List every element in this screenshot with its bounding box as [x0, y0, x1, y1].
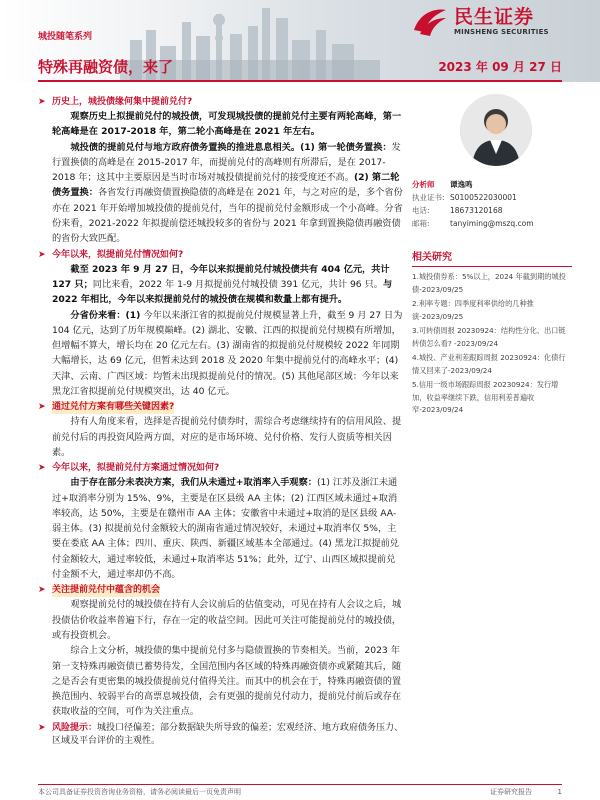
logo-english-name: MINSHENG SECURITIES [454, 28, 549, 36]
report-summary [38, 94, 404, 748]
section-heading: ➤ 今年以来，拟提前兑付情况如何? [38, 249, 184, 260]
analyst-role-label: 分析师 [412, 180, 435, 189]
footer-disclaimer: 本公司具备证券投资咨询业务资格，请务必阅读最后一页免责声明 [38, 787, 241, 796]
paragraph: 综合上文分析，城投债的集中提前兑付多与隐债置换的节奏相关。当前，2023 年第一支特殊再融资债已蓄势待发，全国范围内各区域的特殊再融资债亦或紧随其后，随之是否会有更密集的城投债提前兑付值得关注。而其中的机会在于，特殊再融资债的置换范围内、较弱平台的高票息城投债，会有更强的提前兑付动力，提前兑付前后或存在获取收益的空间，可作为关注重点。 [52, 645, 402, 718]
header-divider [38, 80, 562, 82]
paragraph: 观察提前兑付的城投债在持有人会议前后的估值变动，可见在持有人会议之后，城投债估价收益率普遍下行，存在一定的收益空间。因此可关注可能提前兑付的城投债，或有投资机会。 [52, 599, 402, 641]
analyst-name: 谭逸鸣 [450, 180, 473, 189]
footer-doc-type: 证券研究报告 [490, 787, 532, 796]
paragraph: 由于存在部分未表决方案，我们从未通过+取消率入手观察：(1) 江苏及浙江未通过+取消率分别为 15%、9%，主要是在区县级 AA 主体；(2) 江西区域未通过+取消率较高，达 50%，主要是在赣州市 AA 主体；安徽省中未通过+取消的是区县级 AA-弱主体。(3) 拟提前兑付金额较大的湖南省通过情况较好，未通过+取消率仅 5%，主要在娄底 AA 主体；四川、重庆、陕西、新疆区域基本全部通过。(4) 黑龙江拟提前兑付金额较大，通过率较低，未通过+取消率达 51%；此外，辽宁、山西区域拟提前兑付金额不大，通过率却仍不高。 [52, 477, 399, 581]
phone-number: 18673120168 [450, 206, 503, 215]
related-item[interactable]: 4.城投、产业利差跟踪周报 20230924：化债行情又回来了-2023/09/24 [412, 353, 566, 375]
email-address[interactable]: tanyiming@mszq.com [450, 219, 534, 228]
arrow-icon: ➤ [38, 585, 46, 596]
license-number: S0100522030001 [450, 193, 517, 202]
section-heading: ➤ 通过兑付方案有哪些关键因素? [38, 402, 175, 413]
report-title: 特殊再融资债，来了 [38, 58, 174, 76]
paragraph: 持有人角度来看，选择是否提前兑付债券时，需综合考虑继续持有的信用风险、提前兑付后的再投资风险两方面，对应的是市场环境、兑付价格、发行人资质等相关因素。 [52, 416, 402, 458]
arrow-icon: ➤ [38, 463, 46, 474]
paragraph: 分省份来看：(1) 今年以来浙江省的拟提前兑付规模显著上升，截至 9 月 27 日为 104 亿元，达到了历年规模巅峰。(2) 湖北、安徽、江西的拟提前兑付规模有所增加，但增幅不算大，增长均在 20 亿元左右。(3) 湖南省的拟提前兑付规模较 2022 年同期大幅增长，达 69 亿元，但暂未达到 2018 及 2020 年集中提前兑付的高峰水平；(4) 天津、云南、广西区域：均暂未出现拟提前兑付的情况。(5) 其他尾部区域：今年以来黑龙江省拟提前兑付规模突出，达 40 亿元。 [52, 309, 403, 398]
logo-chinese-name: 民生证券 [454, 6, 535, 28]
arrow-icon: ➤ [38, 402, 46, 413]
related-research-list [412, 271, 572, 417]
company-logo [410, 2, 580, 40]
report-series: 城投随笔系列 [38, 32, 93, 42]
email-label: 邮箱: [412, 219, 430, 228]
report-date: 2023 年 09 月 27 日 [438, 60, 562, 74]
analyst-info [412, 178, 572, 230]
arrow-icon: ➤ [38, 722, 46, 733]
minsheng-logo-icon [410, 4, 450, 38]
page-number: 1 [557, 787, 562, 796]
related-item[interactable]: 5.信用一级市场跟踪周报 20230924：发行增加，收益率继续下跌，信用利差普遍收窄-2023/09/24 [412, 380, 559, 414]
related-item[interactable]: 2.利率专题：四季度利率供给的几种推演-2023/09/25 [412, 299, 534, 321]
section-heading: ➤ 历史上，城投债缘何集中提前兑付? [38, 97, 193, 107]
analyst-photo [460, 94, 532, 166]
paragraph: 截至 2023 年 9 月 27 日，今年以来拟提前兑付城投债共有 404 亿元，共计 127 只；同比来看，2022 年 1-9 月拟提前兑付城投债 391 亿元，共计 96 只。与 2022 年相比，今年以来拟提前兑付的城投债在规模和数量上都有提升。 [52, 263, 393, 306]
report-header [0, 0, 600, 82]
related-item[interactable]: 3.可转债周报 20230924：结构性分化、出口链转债怎么看? -2023/09/24 [412, 326, 566, 348]
paragraph: 城投债的提前兑付与地方政府债务置换的推进息息相关。(1) 第一轮债务置换：发行置换债的高峰是在 2015-2017 年，而提前兑付的高峰则有所滞后，是在 2017-2018 年；这其中主要原因是当时市场对城投债提前兑付的接受度还不高。(2) 第二轮债务置换：各省发行再融资债置换隐债的高峰是在 2021 年，与之对应的是，多个省份亦在 2021 年开始增加城投债的提前兑付，当年的提前兑付金额形成一个小高峰。分省份来看，2021-2022 年拟提前偿还城投较多的省份与 2021 年拿到置换隐债再融资债的省份大致匹配。 [52, 141, 403, 245]
related-item[interactable]: 1.城投债券系：5%以上，2024 年截到期的城投债-2023/09/25 [412, 272, 566, 294]
person-icon [460, 94, 532, 166]
arrow-icon: ➤ [38, 249, 46, 260]
paragraph: 观察历史上拟提前兑付的城投债，可发现城投债的提前兑付主要有两轮高峰，第一轮高峰是在 2017-2018 年，第二轮小高峰是在 2021 年左右。 [52, 111, 402, 138]
arrow-icon: ➤ [38, 97, 46, 107]
page-footer [38, 784, 562, 798]
risk-warning: ➤ 风险提示：城投口径偏差；部分数据缺失所导致的偏差；宏观经济、地方政府债务压力、区域及平台评价的主观性。 [38, 722, 404, 746]
section-heading: ➤ 关注提前兑付中蕴含的机会 [38, 585, 161, 596]
section-heading: ➤ 今年以来，拟提前兑付方案通过情况如何? [38, 463, 220, 474]
license-label: 执业证书: [412, 193, 445, 202]
phone-label: 电话: [412, 206, 430, 215]
sidebar [412, 94, 572, 419]
related-research-title: 相关研究 [412, 248, 572, 267]
